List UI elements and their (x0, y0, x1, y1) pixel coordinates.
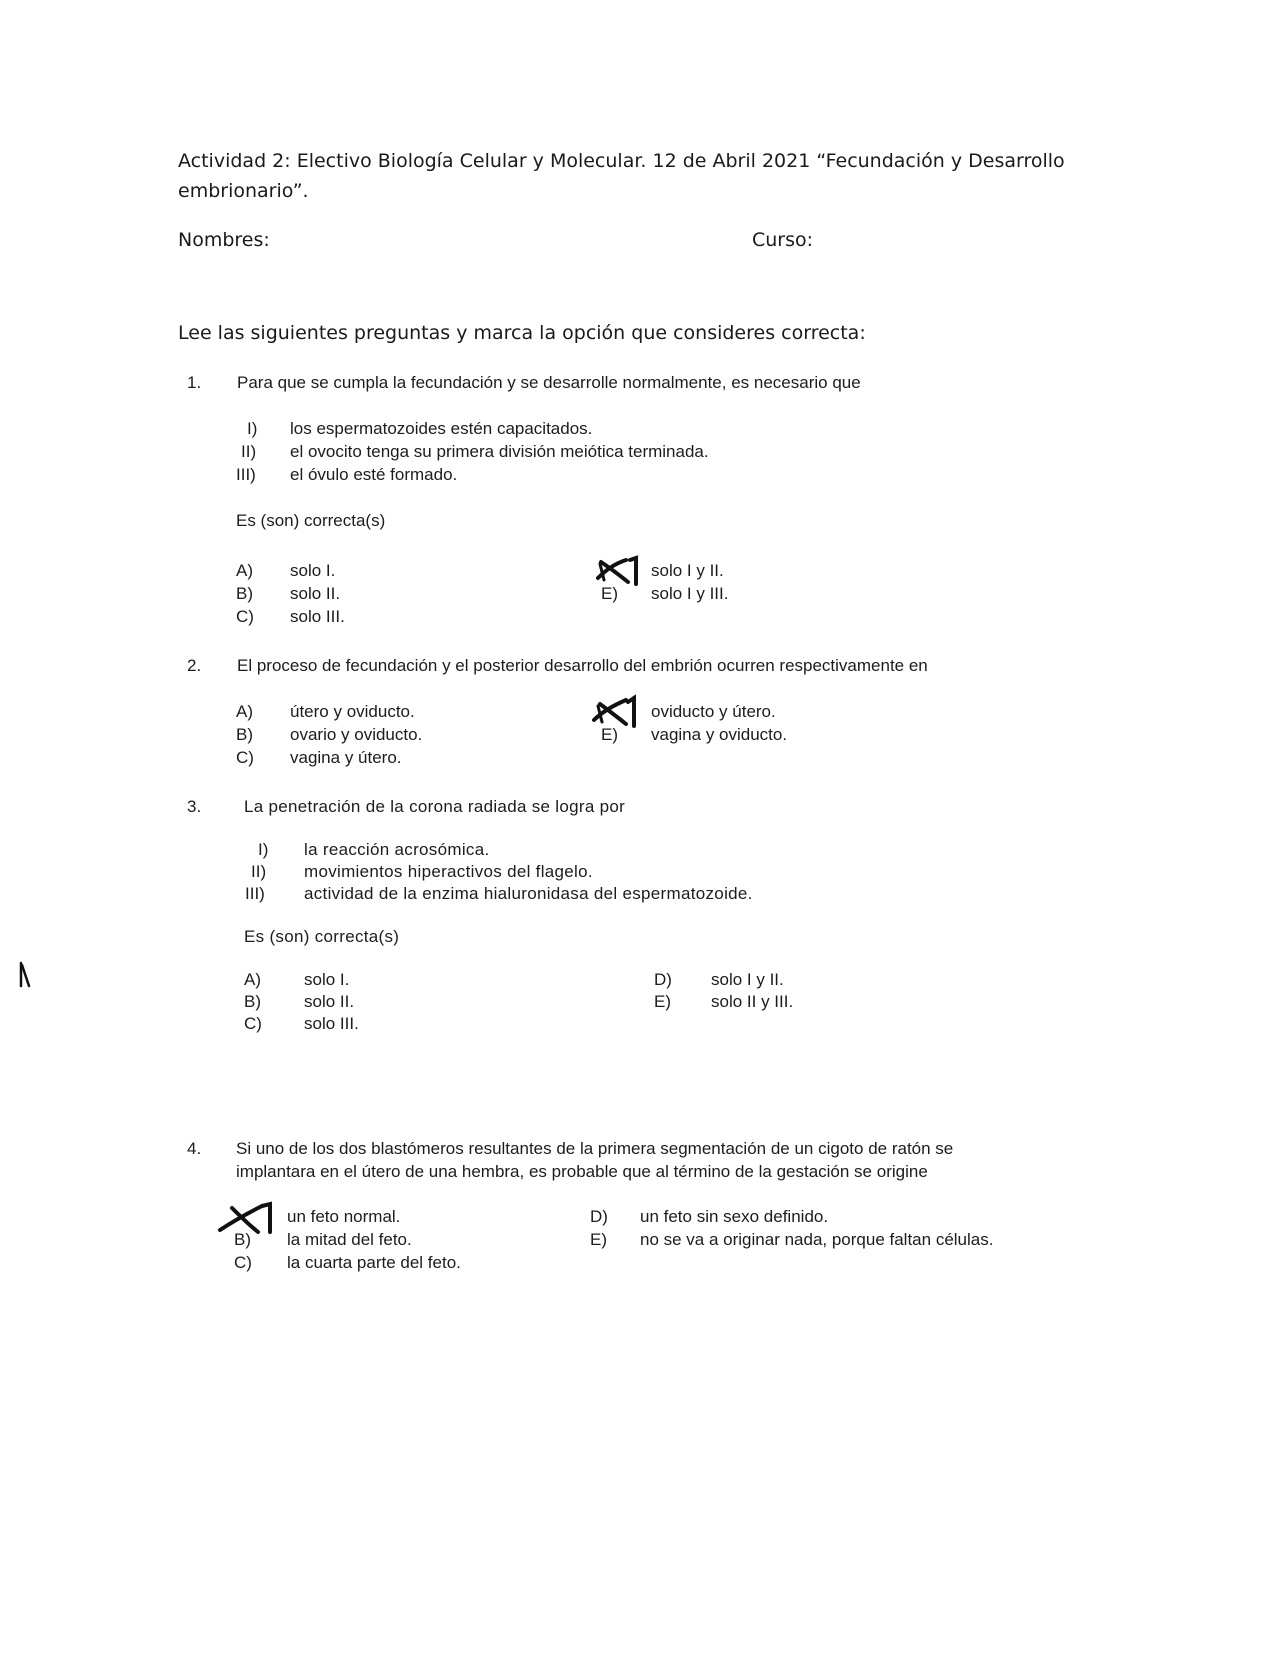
q3-option-e-text: solo II y III. (711, 992, 794, 1011)
q2-option-c-text: vagina y útero. (290, 748, 402, 767)
q2-option-a-label[interactable]: A) (236, 702, 253, 721)
curso-label: Curso: (752, 229, 814, 251)
q1-statement-label: I) (247, 419, 258, 438)
q1-option-a-label[interactable]: A) (236, 561, 253, 580)
q4-option-b-text: la mitad del feto. (287, 1230, 412, 1249)
q1-statement-text: el ovocito tenga su primera división meiótica terminada. (290, 442, 709, 461)
instructions: Lee las siguientes preguntas y marca la opción que consideres correcta: (178, 322, 866, 344)
q1-option-b-label[interactable]: B) (236, 584, 253, 603)
q1-statement-text: el óvulo esté formado. (290, 465, 458, 484)
q1-option-e-label[interactable]: E) (601, 584, 618, 603)
q3-statement-text: la reacción acrosómica. (304, 840, 490, 859)
question-1-number: 1. (187, 373, 202, 392)
q1-option-c-text: solo III. (290, 607, 345, 626)
document-title-line-2: embrionario”. (178, 180, 309, 202)
q3-statement-label: III) (245, 884, 265, 903)
q3-option-a-text: solo I. (304, 970, 350, 989)
q3-option-a-label[interactable]: A) (244, 970, 261, 989)
q1-prompt: Es (son) correcta(s) (236, 511, 386, 530)
q3-option-d-text: solo I y II. (711, 970, 784, 989)
q2-option-d-text: oviducto y útero. (651, 702, 776, 721)
q3-option-b-label[interactable]: B) (244, 992, 261, 1011)
question-3-number: 3. (187, 797, 202, 816)
question-3-text: La penetración de la corona radiada se logra por (244, 797, 626, 816)
q2-option-e-label[interactable]: E) (601, 725, 618, 744)
q4-option-c-label[interactable]: C) (234, 1253, 252, 1272)
q3-statement-text: movimientos hiperactivos del flagelo. (304, 862, 593, 881)
q1-option-d-handwritten-x-mark[interactable] (596, 556, 640, 586)
q4-option-c-text: la cuarta parte del feto. (287, 1253, 461, 1272)
q1-option-e-text: solo I y III. (651, 584, 729, 603)
q2-option-b-text: ovario y oviducto. (290, 725, 423, 744)
q2-option-a-text: útero y oviducto. (290, 702, 415, 721)
q4-option-e-text: no se va a originar nada, porque faltan células. (640, 1230, 994, 1249)
q3-prompt: Es (son) correcta(s) (244, 927, 400, 946)
q3-option-d-label[interactable]: D) (654, 970, 672, 989)
q1-option-b-text: solo II. (290, 584, 341, 603)
q3-option-c-text: solo III. (304, 1014, 359, 1033)
question-2-text: El proceso de fecundación y el posterior desarrollo del embrión ocurren respectivamente en (237, 656, 928, 675)
q1-option-d-text: solo I y II. (651, 561, 724, 580)
q4-option-e-label[interactable]: E) (590, 1230, 607, 1249)
q2-option-e-text: vagina y oviducto. (651, 725, 788, 744)
q4-option-a-text: un feto normal. (287, 1207, 401, 1226)
question-1-text: Para que se cumpla la fecundación y se desarrolle normalmente, es necesario que (237, 373, 861, 392)
margin-pen-mark (18, 962, 32, 988)
q2-option-c-label[interactable]: C) (236, 748, 254, 767)
q1-statement-label: III) (236, 465, 256, 484)
nombres-label: Nombres: (178, 229, 270, 251)
question-4-number: 4. (187, 1139, 202, 1158)
q3-statement-label: I) (258, 840, 269, 859)
q3-statement-text: actividad de la enzima hialuronidasa del espermatozoide. (304, 884, 753, 903)
question-4-text-line-1: Si uno de los dos blastómeros resultantes de la primera segmentación de un cigoto de ratón se (236, 1139, 954, 1158)
q1-statement-text: los espermatozoides estén capacitados. (290, 419, 593, 438)
q3-option-b-text: solo II. (304, 992, 355, 1011)
q4-option-d-label[interactable]: D) (590, 1207, 608, 1226)
q1-option-a-text: solo I. (290, 561, 336, 580)
question-2-number: 2. (187, 656, 202, 675)
q2-option-b-label[interactable]: B) (236, 725, 253, 744)
q4-option-b-label[interactable]: B) (234, 1230, 251, 1249)
q3-option-c-label[interactable]: C) (244, 1014, 262, 1033)
q3-statement-label: II) (251, 862, 267, 881)
question-4-text-line-2: implantara en el útero de una hembra, es probable que al término de la gestación se origine (236, 1162, 928, 1181)
q2-option-d-handwritten-x-mark[interactable] (592, 696, 638, 728)
q3-option-e-label[interactable]: E) (654, 992, 671, 1011)
document-title-line-1: Actividad 2: Electivo Biología Celular y Molecular. 12 de Abril 2021 “Fecundación y Desarrollo (178, 150, 1065, 172)
q1-statement-label: II) (241, 442, 257, 461)
q4-option-d-text: un feto sin sexo definido. (640, 1207, 829, 1226)
q1-option-c-label[interactable]: C) (236, 607, 254, 626)
